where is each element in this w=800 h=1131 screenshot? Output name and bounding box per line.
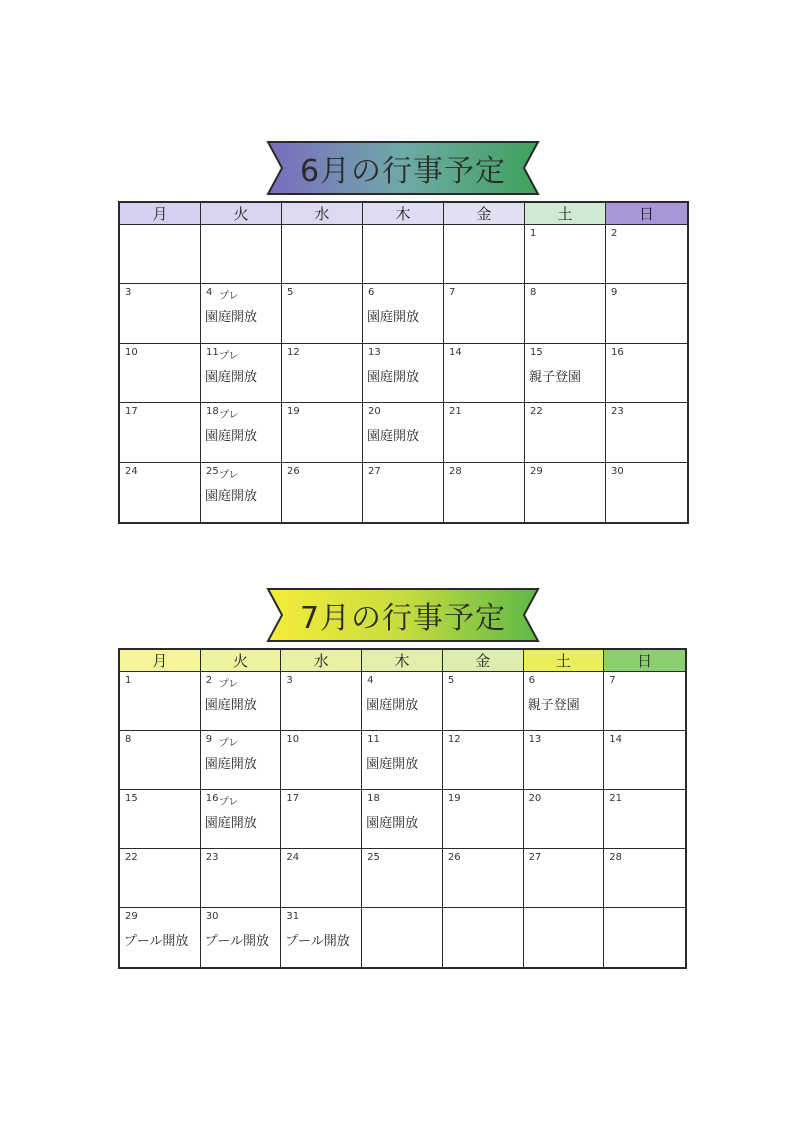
day-cell — [201, 463, 282, 522]
event-label: 園庭開放 — [366, 698, 419, 713]
day-cell — [606, 284, 687, 343]
day-cell — [444, 284, 525, 343]
day-cell — [443, 672, 524, 731]
day-cell — [120, 225, 201, 284]
event-label: 園庭開放 — [367, 369, 420, 385]
day-number: 9 — [205, 734, 213, 745]
day-number: 16 — [611, 346, 624, 358]
pre-note: プレ — [219, 291, 239, 303]
day-number: 18 — [367, 793, 380, 804]
event-label: 親子登園 — [529, 369, 582, 385]
day-number: 11 — [367, 734, 380, 745]
pre-note: プレ — [218, 738, 239, 749]
day-cell — [363, 284, 444, 343]
weekday-header: 火 — [201, 650, 282, 672]
day-number: 24 — [286, 852, 300, 863]
event-label: 園庭開放 — [366, 757, 419, 772]
day-cell — [282, 344, 363, 403]
day-number: 2 — [205, 675, 213, 686]
june-calendar — [118, 201, 689, 524]
pre-note: プレ — [218, 679, 239, 690]
day-number: 21 — [609, 793, 623, 804]
day-number: 19 — [447, 793, 461, 804]
day-cell — [444, 225, 525, 284]
weekday-header: 日 — [606, 203, 687, 225]
july-banner — [262, 587, 544, 643]
day-number: 7 — [609, 675, 616, 686]
day-number: 7 — [449, 287, 456, 299]
day-cell — [120, 790, 201, 849]
day-number: 2 — [611, 228, 618, 239]
day-number: 1 — [125, 675, 132, 686]
day-cell — [524, 672, 605, 731]
day-cell — [201, 672, 282, 731]
day-cell — [120, 908, 201, 967]
day-cell — [201, 731, 282, 790]
day-cell — [525, 284, 606, 343]
pre-note: プレ — [219, 350, 239, 362]
day-cell — [362, 731, 443, 790]
event-label: 園庭開放 — [205, 429, 258, 445]
event-label: 園庭開放 — [205, 310, 258, 326]
day-number: 25 — [367, 852, 380, 863]
day-number: 29 — [530, 465, 543, 477]
day-cell — [606, 403, 687, 462]
day-cell — [525, 403, 606, 462]
day-number: 6 — [368, 287, 375, 299]
june-banner — [262, 140, 544, 196]
day-cell — [362, 672, 443, 731]
day-cell — [120, 463, 201, 522]
day-number: 24 — [125, 465, 138, 477]
day-cell — [525, 225, 606, 284]
day-cell — [282, 403, 363, 462]
event-label: プール開放 — [285, 934, 350, 949]
day-cell — [362, 790, 443, 849]
day-cell — [120, 849, 201, 908]
day-number: 10 — [286, 734, 300, 745]
day-number: 3 — [286, 675, 293, 686]
day-number: 27 — [368, 465, 381, 477]
day-number: 18 — [206, 406, 219, 418]
day-cell — [281, 790, 362, 849]
day-number: 15 — [530, 346, 543, 358]
day-cell — [604, 672, 685, 731]
day-number: 16 — [205, 793, 219, 804]
day-number: 12 — [287, 346, 300, 358]
day-number: 4 — [206, 287, 213, 299]
day-number: 17 — [286, 793, 300, 804]
day-number: 20 — [368, 406, 381, 418]
day-number: 23 — [611, 406, 624, 418]
day-number: 5 — [447, 675, 455, 686]
day-number: 15 — [125, 793, 138, 804]
day-cell — [444, 403, 525, 462]
event-label: 園庭開放 — [204, 757, 257, 772]
day-number: 13 — [368, 346, 381, 358]
day-number: 3 — [125, 287, 132, 299]
day-number: 29 — [125, 911, 138, 922]
day-cell — [281, 731, 362, 790]
day-cell — [604, 908, 685, 967]
day-cell — [201, 790, 282, 849]
day-number: 17 — [125, 406, 138, 418]
june-title: 6月の行事予定 — [299, 154, 507, 189]
day-cell — [201, 849, 282, 908]
day-cell — [281, 908, 362, 967]
day-cell — [524, 790, 605, 849]
day-cell — [363, 344, 444, 403]
weekday-header: 金 — [444, 203, 525, 225]
weekday-header: 土 — [525, 203, 606, 225]
day-number: 12 — [447, 734, 461, 745]
weekday-header: 木 — [362, 650, 443, 672]
day-cell — [606, 463, 687, 522]
day-cell — [201, 284, 282, 343]
day-number: 27 — [528, 852, 542, 863]
weekday-header: 土 — [524, 650, 605, 672]
day-number: 11 — [206, 346, 219, 358]
day-number: 19 — [287, 406, 300, 418]
pre-note: プレ — [219, 410, 239, 422]
day-number: 30 — [205, 911, 219, 922]
day-cell — [281, 849, 362, 908]
july-calendar — [118, 648, 687, 969]
weekday-header: 木 — [363, 203, 444, 225]
day-number: 31 — [286, 911, 300, 922]
event-label: 園庭開放 — [204, 698, 257, 713]
day-number: 8 — [530, 287, 537, 299]
day-number: 25 — [206, 465, 219, 477]
event-label: 園庭開放 — [205, 369, 258, 385]
pre-note: プレ — [218, 797, 239, 808]
weekday-header: 日 — [604, 650, 685, 672]
day-cell — [363, 403, 444, 462]
event-label: 園庭開放 — [367, 429, 420, 445]
day-cell — [524, 849, 605, 908]
day-number: 14 — [609, 734, 623, 745]
event-label: プール開放 — [124, 934, 189, 949]
day-cell — [524, 908, 605, 967]
day-number: 14 — [449, 346, 462, 358]
day-number: 6 — [528, 675, 535, 686]
weekday-header: 水 — [281, 650, 362, 672]
event-label: プール開放 — [204, 934, 270, 949]
event-label: 園庭開放 — [366, 816, 419, 831]
weekday-header: 月 — [120, 203, 201, 225]
day-cell — [201, 344, 282, 403]
day-cell — [606, 225, 687, 284]
day-cell — [120, 284, 201, 343]
day-cell — [604, 849, 685, 908]
day-cell — [444, 463, 525, 522]
day-cell — [362, 908, 443, 967]
day-cell — [606, 344, 687, 403]
day-number: 22 — [530, 406, 543, 418]
day-cell — [120, 344, 201, 403]
pre-note: プレ — [219, 469, 239, 481]
event-label: 園庭開放 — [367, 310, 420, 326]
day-number: 21 — [449, 406, 462, 418]
day-number: 23 — [205, 852, 219, 863]
day-cell — [525, 344, 606, 403]
day-cell — [363, 463, 444, 522]
day-cell — [444, 344, 525, 403]
day-cell — [281, 672, 362, 731]
day-cell — [363, 225, 444, 284]
day-cell — [443, 790, 524, 849]
day-cell — [282, 463, 363, 522]
day-number: 1 — [530, 228, 537, 239]
day-cell — [604, 790, 685, 849]
day-cell — [201, 908, 282, 967]
day-cell — [524, 731, 605, 790]
day-number: 13 — [528, 734, 542, 745]
day-number: 30 — [611, 465, 624, 477]
day-number: 10 — [125, 346, 138, 358]
day-number: 26 — [447, 852, 461, 863]
event-label: 親子登園 — [527, 698, 580, 713]
day-number: 26 — [287, 465, 300, 477]
weekday-header: 火 — [201, 203, 282, 225]
weekday-header: 金 — [443, 650, 524, 672]
day-number: 22 — [125, 852, 138, 863]
day-cell — [443, 731, 524, 790]
day-number: 5 — [287, 287, 294, 299]
day-cell — [120, 672, 201, 731]
event-label: 園庭開放 — [204, 816, 257, 831]
july-title: 7月の行事予定 — [299, 601, 507, 636]
day-cell — [201, 403, 282, 462]
day-cell — [120, 403, 201, 462]
day-number: 28 — [609, 852, 623, 863]
day-number: 28 — [449, 465, 462, 477]
day-cell — [282, 284, 363, 343]
day-cell — [201, 225, 282, 284]
day-number: 20 — [528, 793, 542, 804]
weekday-header: 月 — [120, 650, 201, 672]
day-cell — [120, 731, 201, 790]
day-cell — [362, 849, 443, 908]
event-label: 園庭開放 — [205, 488, 258, 504]
day-cell — [443, 849, 524, 908]
day-number: 8 — [125, 734, 132, 745]
weekday-header: 水 — [282, 203, 363, 225]
day-cell — [604, 731, 685, 790]
day-number: 9 — [611, 287, 618, 299]
day-number: 4 — [367, 675, 374, 686]
day-cell — [282, 225, 363, 284]
day-cell — [443, 908, 524, 967]
day-cell — [525, 463, 606, 522]
